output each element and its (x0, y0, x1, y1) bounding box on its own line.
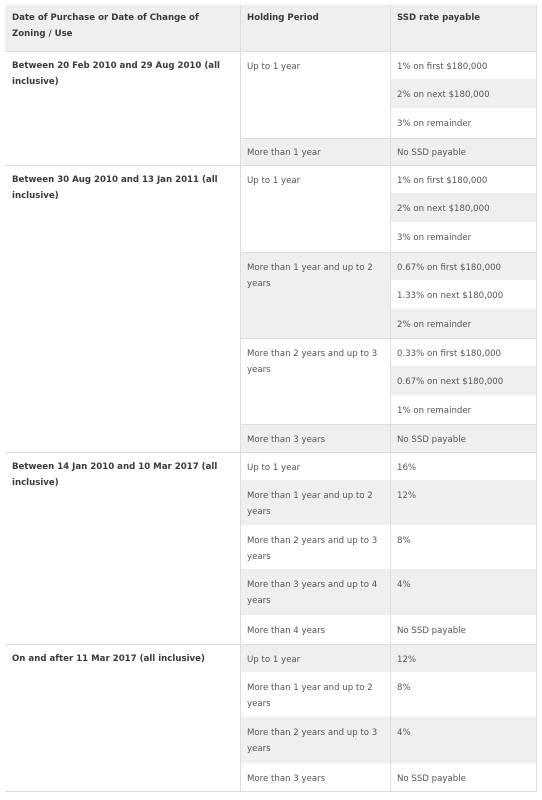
date-cell (5, 165, 240, 452)
date-cell (5, 51, 240, 165)
rate-text: 4% (397, 728, 411, 738)
divider (5, 452, 537, 453)
rate-text: 1% on remainder (397, 406, 472, 416)
rate-cell (390, 108, 537, 138)
date-range-text: Between 30 Aug 2010 and 13 Jan 2011 (all inclusive) (12, 175, 218, 201)
holding-period-text: More than 1 year and up to 2 years (247, 263, 373, 289)
holding-period-text: More than 3 years (247, 435, 326, 445)
holding-period-text: More than 2 years and up to 3 years (247, 536, 378, 562)
rate-cell (390, 338, 537, 366)
header-ssd-rate: SSD rate payable (397, 13, 481, 23)
holding-period-text: More than 2 years and up to 3 years (247, 728, 378, 754)
rate-cell (390, 51, 537, 79)
rate-text: 1% on first $180,000 (397, 176, 488, 186)
rate-text: 1.33% on next $180,000 (397, 291, 504, 301)
table-row (240, 569, 537, 615)
rate-cell (390, 165, 537, 193)
divider (240, 424, 537, 425)
table-row (240, 717, 537, 763)
header-date-of-purchase: Date of Purchase or Date of Change of Zoning / Use (12, 13, 199, 39)
holding-period-text: More than 1 year and up to 2 years (247, 683, 373, 709)
table-row (240, 672, 537, 717)
rate-cell (390, 222, 537, 252)
table-row (240, 615, 537, 644)
rate-text: 2% on next $180,000 (397, 204, 490, 214)
holding-period-cell (240, 51, 390, 138)
rate-text: 16% (397, 463, 417, 473)
rate-cell (390, 193, 537, 222)
holding-period-text: More than 2 years and up to 3 years (247, 349, 378, 375)
divider (240, 5, 241, 792)
holding-period-text: More than 4 years (247, 626, 326, 636)
rate-text: 12% (397, 655, 417, 665)
divider (536, 5, 537, 792)
holding-period-cell (240, 338, 390, 424)
table-row (240, 424, 537, 452)
table-row (240, 763, 537, 792)
holding-period-text: Up to 1 year (247, 463, 301, 473)
rate-text: No SSD payable (397, 774, 466, 784)
rate-text: 12% (397, 491, 417, 501)
rate-cell (390, 79, 537, 108)
rate-text: 3% on remainder (397, 233, 472, 243)
table-row (240, 525, 537, 569)
holding-period-cell (240, 252, 390, 338)
date-cell (5, 644, 240, 792)
divider (5, 165, 537, 166)
rate-text: No SSD payable (397, 148, 466, 158)
rate-text: 0.67% on next $180,000 (397, 377, 504, 387)
holding-period-cell (240, 165, 390, 252)
holding-period-text: Up to 1 year (247, 62, 301, 72)
rate-text: 0.67% on first $180,000 (397, 263, 501, 273)
rate-cell (390, 309, 537, 338)
rate-text: 8% (397, 536, 411, 546)
rate-text: No SSD payable (397, 626, 466, 636)
rate-text: No SSD payable (397, 435, 466, 445)
rate-text: 8% (397, 683, 411, 693)
date-range-text: Between 14 Jan 2010 and 10 Mar 2017 (all inclusive) (12, 462, 218, 488)
table-header-row (5, 5, 537, 51)
holding-period-text: More than 1 year (247, 148, 321, 158)
table-row (240, 644, 537, 672)
rate-cell (390, 252, 537, 280)
divider (240, 338, 537, 339)
rate-text: 4% (397, 580, 411, 590)
rate-text: 2% on remainder (397, 320, 472, 330)
divider (5, 644, 537, 645)
holding-period-text: More than 3 years (247, 774, 326, 784)
divider (240, 138, 537, 139)
holding-period-text: More than 1 year and up to 2 years (247, 491, 373, 517)
table-row (240, 452, 537, 480)
rate-cell (390, 395, 537, 424)
divider (5, 791, 537, 792)
divider (390, 5, 391, 792)
divider (240, 252, 537, 253)
rate-text: 0.33% on first $180,000 (397, 349, 501, 359)
rate-text: 3% on remainder (397, 119, 472, 129)
date-range-text: On and after 11 Mar 2017 (all inclusive) (12, 654, 205, 664)
header-holding-period: Holding Period (247, 13, 319, 23)
holding-period-text: Up to 1 year (247, 176, 301, 186)
holding-period-text: More than 3 years and up to 4 years (247, 580, 378, 606)
table-row (240, 138, 537, 165)
holding-period-text: Up to 1 year (247, 655, 301, 665)
date-cell (5, 452, 240, 644)
divider (5, 51, 537, 52)
table-row (240, 480, 537, 525)
rate-cell (390, 366, 537, 395)
rate-text: 2% on next $180,000 (397, 90, 490, 100)
rate-cell (390, 280, 537, 309)
date-range-text: Between 20 Feb 2010 and 29 Aug 2010 (all inclusive) (12, 61, 220, 87)
rate-text: 1% on first $180,000 (397, 62, 488, 72)
ssd-rate-table (5, 5, 537, 792)
